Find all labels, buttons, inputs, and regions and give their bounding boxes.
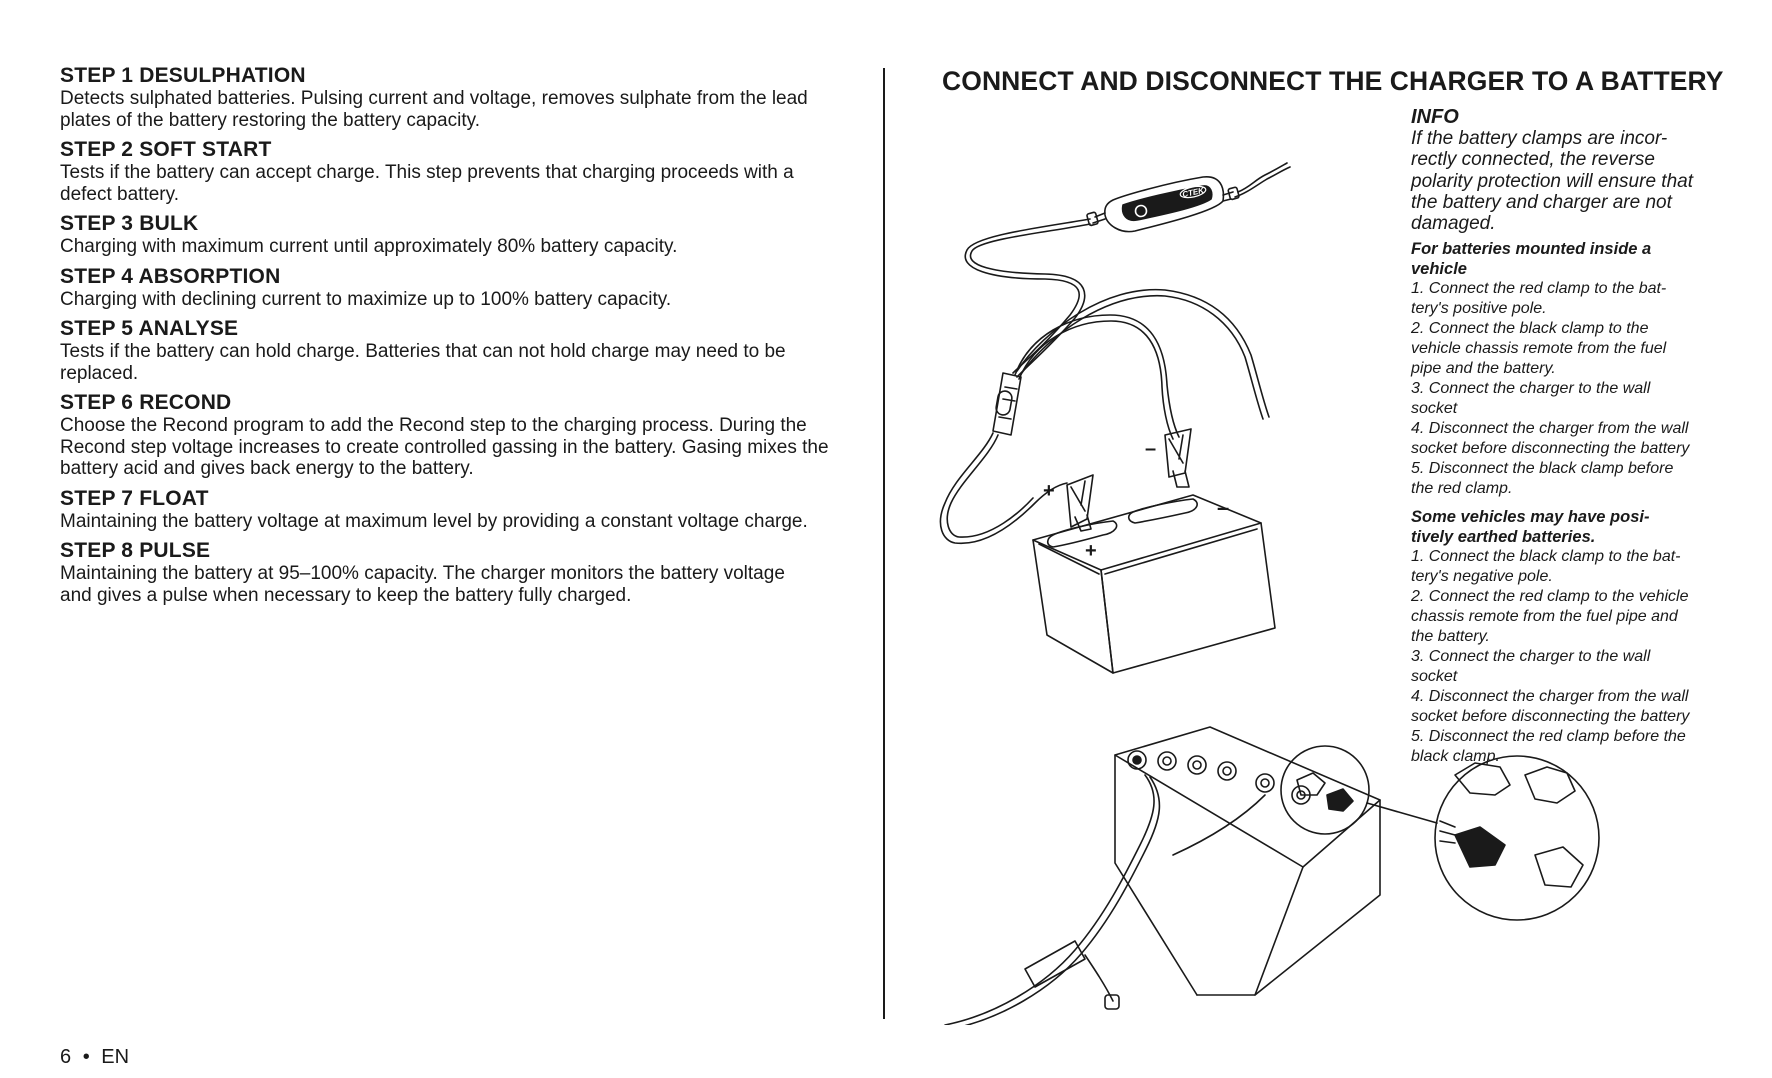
instruction-line: tery's negative pole. [1411, 568, 1553, 586]
instruction-line: the red clamp. [1411, 480, 1513, 498]
info-line: rectly connected, the reverse [1411, 149, 1655, 171]
instruction-line: 5. Disconnect the black clamp before [1411, 460, 1674, 478]
step-line: replaced. [60, 362, 139, 384]
instruction-line: 3. Connect the charger to the wall [1411, 380, 1651, 398]
instruction-line: 4. Disconnect the charger from the wall [1411, 688, 1689, 706]
instruction-line: 2. Connect the black clamp to the [1411, 320, 1649, 338]
step-description [60, 236, 840, 258]
step-title: STEP 3 BULK [60, 212, 199, 235]
step-title: STEP 2 SOFT START [60, 138, 272, 161]
heading-line: tively earthed batteries. [1411, 528, 1596, 547]
column-divider [883, 68, 885, 1019]
step-line: Maintaining the battery at 95–100% capacity. The charger monitors the battery voltage [60, 563, 785, 584]
step-line: Charging with declining current to maximize up to 100% battery capacity. [60, 288, 672, 310]
step-7 [60, 487, 840, 533]
step-description [60, 415, 840, 480]
lower-cable [945, 775, 1154, 1025]
step-line: Maintaining the battery voltage at maximum level by providing a constant voltage charge. [60, 510, 808, 532]
step-line: Tests if the battery can hold charge. Batteries that can not hold charge may need to be [60, 341, 786, 362]
instruction-line: the battery. [1411, 628, 1490, 646]
heading-line: For batteries mounted inside a [1411, 240, 1652, 259]
instruction-line: pipe and the battery. [1411, 360, 1556, 378]
battery-upper [1033, 495, 1275, 673]
step-4 [60, 265, 840, 311]
charger-connection-illustration [935, 155, 1715, 1025]
instruction-line: 4. Disconnect the charger from the wall [1411, 420, 1689, 438]
instruction-line: 3. Connect the charger to the wall [1411, 648, 1651, 666]
step-line: Recond step voltage increases to create controlled gassing in the battery. Gasing mixes the [60, 436, 829, 458]
charging-steps [60, 64, 840, 613]
battery-side [1101, 523, 1275, 673]
step-line: and gives a pulse when necessary to keep the battery fully charged. [60, 584, 632, 606]
instruction-line: chassis remote from the fuel pipe and [1411, 608, 1678, 626]
instruction-line: 2. Connect the red clamp to the vehicle [1411, 588, 1689, 606]
step-8 [60, 539, 840, 606]
step-description [60, 563, 840, 606]
heading-line: vehicle [1411, 260, 1467, 279]
step-description [60, 162, 840, 205]
footer-bullet: • [82, 1046, 90, 1068]
mains-cable [1238, 163, 1287, 192]
step-line: plates of the battery restoring the battery capacity. [60, 109, 480, 131]
instruction-line: tery's positive pole. [1411, 300, 1547, 318]
page-footer [60, 1045, 129, 1069]
step-description [60, 88, 840, 131]
step-description [60, 341, 840, 384]
info-line: polarity protection will ensure that [1411, 170, 1693, 192]
step-6 [60, 391, 840, 480]
instruction-line: socket [1411, 400, 1458, 418]
step-title: STEP 8 PULSE [60, 539, 211, 562]
step-line: Choose the Recond program to add the Recond step to the charging process. During the [60, 415, 807, 436]
positive-clamp-cable [1015, 315, 1179, 437]
instruction-line: 1. Connect the red clamp to the bat- [1411, 280, 1667, 298]
step-line: Tests if the battery can accept charge. This step prevents that charging proceeds with a [60, 162, 794, 183]
step-description [60, 289, 840, 311]
instruction-line: 5. Disconnect the red clamp before the [1411, 728, 1686, 746]
instruction-line: black clamp. [1411, 748, 1500, 766]
step-title: STEP 6 RECOND [60, 391, 232, 414]
step-line: Charging with maximum current until approximately 80% battery capacity. [60, 236, 678, 257]
battery-front [1033, 540, 1113, 673]
step-title: STEP 1 DESULPHATION [60, 64, 306, 87]
step-2 [60, 138, 840, 205]
clamp-negative-sign: – [1145, 438, 1157, 460]
negative-clamp-cable [1017, 290, 1269, 417]
step-line: battery acid and gives back energy to the battery. [60, 458, 474, 479]
brand-logo-text: CTEK [1181, 185, 1205, 200]
charger-output-cable [965, 219, 1090, 373]
step-1 [60, 64, 840, 131]
info-line: the battery and charger are not [1411, 191, 1672, 213]
step-description [60, 511, 840, 533]
language-code: EN [101, 1046, 130, 1068]
step-line: Detects sulphated batteries. Pulsing current and voltage, removes sulphate from the lead [60, 88, 808, 109]
info-title: INFO [1411, 106, 1459, 128]
info-line: If the battery clamps are incor- [1411, 128, 1668, 149]
positive-clamp [1067, 475, 1093, 531]
page-title: CONNECT AND DISCONNECT THE CHARGER TO A BATTERY [942, 66, 1724, 96]
step-3 [60, 212, 840, 258]
step-title: STEP 7 FLOAT [60, 486, 209, 510]
step-title: STEP 4 ABSORPTION [60, 264, 281, 288]
info-line: damaged. [1411, 213, 1496, 235]
step-5 [60, 317, 840, 384]
magnifier-leader-line [1367, 803, 1437, 823]
step-title: STEP 5 ANALYSE [60, 317, 239, 340]
instruction-line: socket before disconnecting the battery [1411, 708, 1690, 726]
clamp-positive-sign: + [1043, 480, 1055, 502]
instruction-line: vehicle chassis remote from the fuel [1411, 340, 1667, 358]
instruction-line: socket before disconnecting the battery [1411, 440, 1690, 458]
negative-sign: – [1217, 495, 1230, 520]
step-line: defect battery. [60, 183, 179, 205]
positive-terminal [1048, 521, 1117, 547]
instruction-line: socket [1411, 668, 1458, 686]
charger-unit [1087, 177, 1240, 232]
heading-line: Some vehicles may have posi- [1411, 508, 1650, 527]
instruction-line: 1. Connect the black clamp to the bat- [1411, 548, 1681, 566]
battery-lower [1115, 727, 1380, 995]
page-number: 6 [60, 1046, 72, 1068]
negative-clamp [1165, 429, 1191, 487]
positive-sign: + [1085, 540, 1097, 562]
